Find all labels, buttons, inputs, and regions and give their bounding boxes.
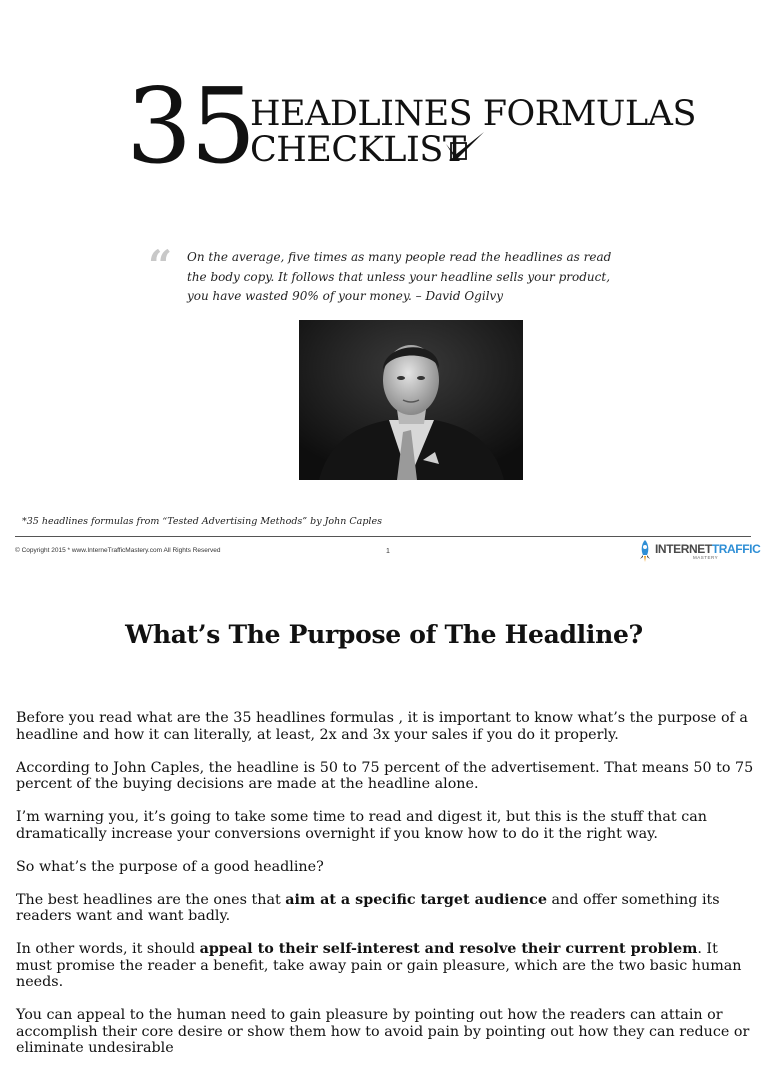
emphasis: aim at a specific target audience [285,891,547,908]
logo-subtitle: MASTERY [693,555,719,560]
checkbox-check-icon [444,130,490,166]
source-note: *35 headlines formulas from “Tested Advertising Methods” by John Caples [22,516,382,527]
paragraph: So what’s the purpose of a good headline? [16,858,324,875]
title-block [126,65,696,187]
section-heading: What’s The Purpose of The Headline? [125,620,643,649]
paragraph: The best headlines are the ones that aim at a specific target audience and offer something its readers want and want badly. [16,891,720,924]
paragraph: According to John Caples, the headline is 50 to 75 percent of the advertisement. That means 50 to 75 percent of the buying decisions are made at the headline alone. [16,759,754,792]
title-number: 35 [126,65,255,187]
paragraph: Before you read what are the 35 headlines formulas , it is important to know what’s the purpose of a headline and how it can literally, at least, 2x and 3x your sales if you do it properly. [16,710,748,743]
paragraph: I’m warning you, it’s going to take some time to read and digest it, but this is the stuff that can dramatically increase your conversions overnight if you know how to do it the right way. [16,809,707,842]
portrait-photo [299,320,523,480]
title-line-2: CHECKLIST [250,130,466,170]
paragraph: You can appeal to the human need to gain pleasure by pointing out how the readers can attain or accomplish their core desire or show them how to avoid pain by pointing out how they can reduce or eliminate undesirable [16,1007,750,1056]
paragraph: In other words, it should appeal to their self-interest and resolve their current problem. It must promise the reader a benefit, take away pain or gain pleasure, which are the two basic human needs. [16,941,742,990]
quote-mark-icon: “ [148,241,173,290]
footer-divider [15,536,751,537]
title-line-1: HEADLINES FORMULAS [250,94,696,134]
rocket-icon [637,539,653,563]
copyright-text: © Copyright 2015 * www.InterneTrafficMastery.com All Rights Reserved [15,547,221,554]
logo-wordmark: INTERNETTRAFFIC [655,542,761,556]
page-number: 1 [386,548,390,555]
ogilvy-quote: On the average, five times as many people read the headlines as read the body copy. It follows that unless your headline sells your product, you have wasted 90% of your money. – David Ogilvy [187,250,612,303]
internet-traffic-mastery-logo [637,539,761,563]
emphasis: appeal to their self-interest and resolve their current problem [199,941,698,957]
article-body [16,710,758,1073]
